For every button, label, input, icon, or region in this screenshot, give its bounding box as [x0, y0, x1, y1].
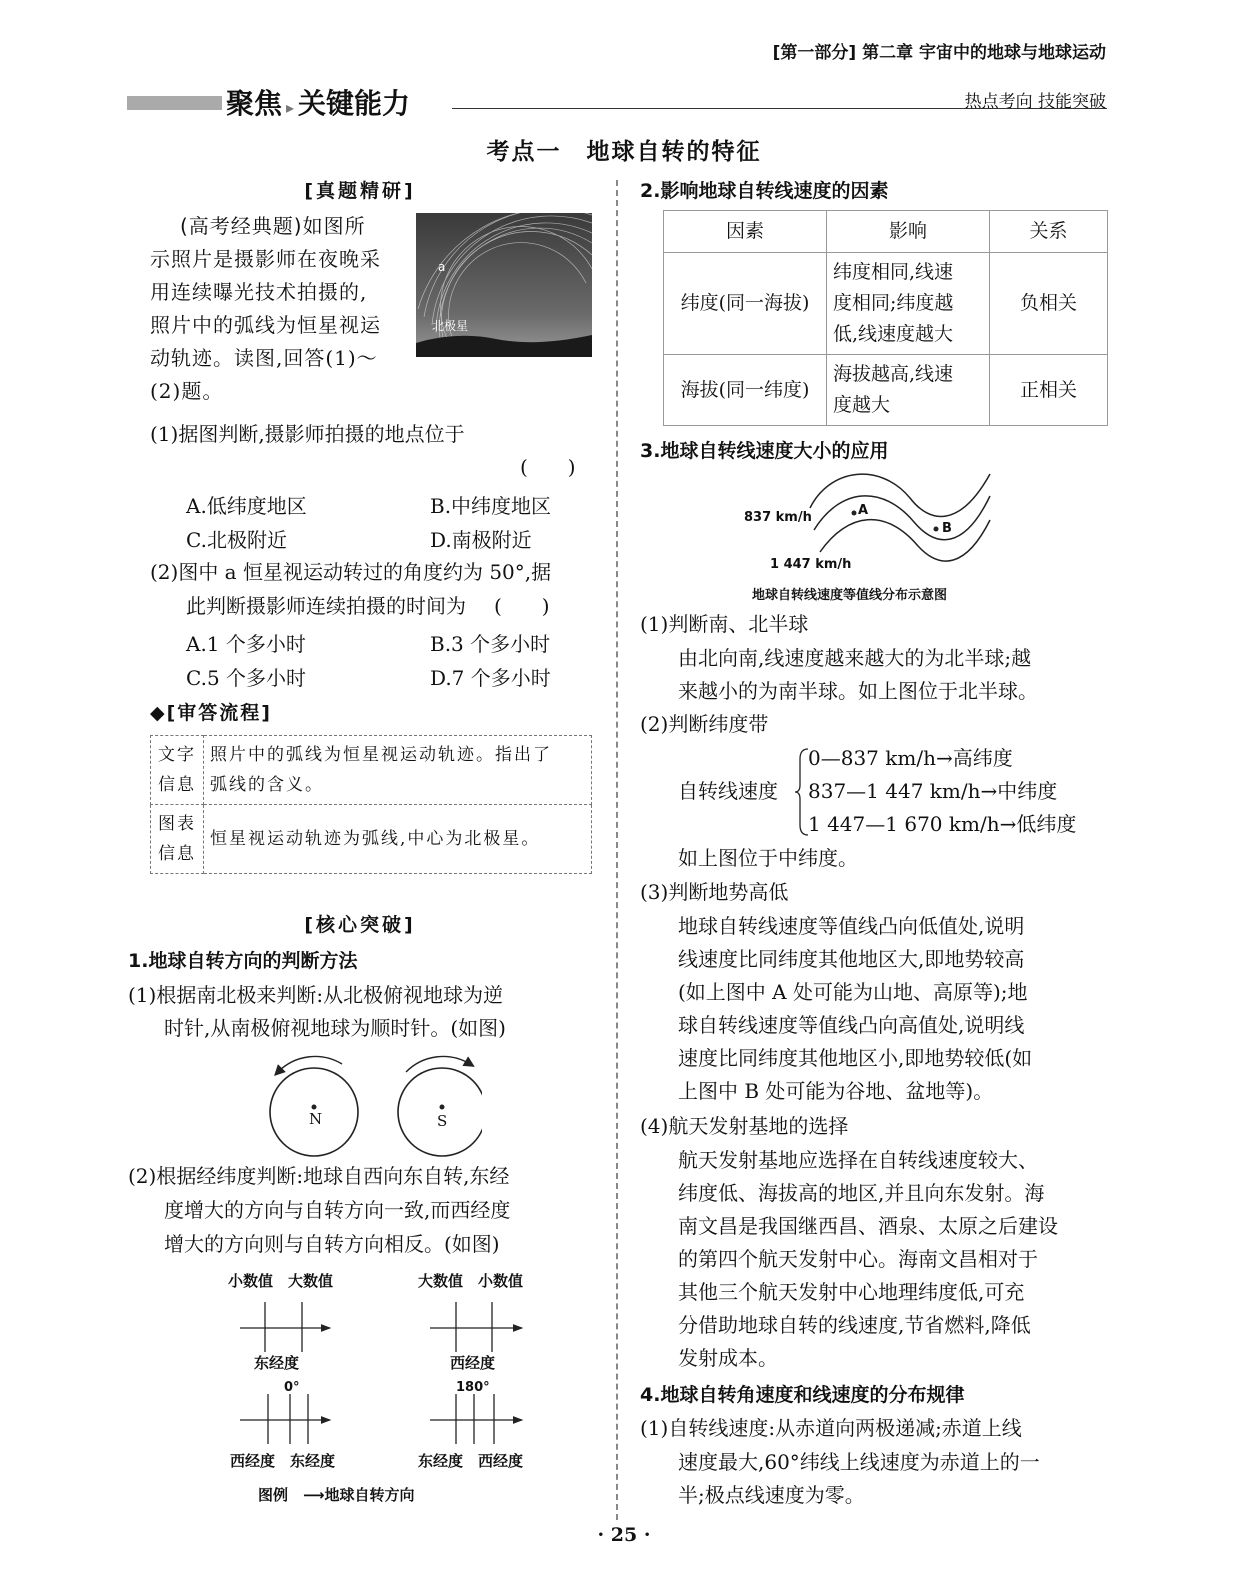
s5-line2: 速度最大,60°纬线上线速度为赤道上的一: [678, 1450, 1040, 1474]
s3-body: 地球自转线速度等值线凸向低值处,说明 线速度比同纬度其他地区大,即地势较高 (如上图中 A 处可能为山地、高原等);地 球自转线速度等值线凸向高值处,说明线 速度比同纬度其他地区小,即地势较低(如 上图中 B 处可能为谷地、盆地等)。: [678, 914, 1033, 1103]
table-header: 影响: [827, 211, 990, 253]
question-source: (高考经典题): [180, 214, 303, 238]
intro-line: 照片中的弧线为恒星视运: [150, 313, 381, 337]
s5-line3: 半;极点线速度为零。: [678, 1483, 865, 1507]
p1-line1: (1)根据南北极来判断:从北极俯视地球为逆: [128, 983, 504, 1007]
isoline-point-b: B: [942, 521, 952, 536]
diagram-legend: 图例 ⟶地球自转方向: [258, 1486, 415, 1504]
diagram1-bottom: 东经度: [254, 1354, 300, 1372]
diagram2-top: 大数值 小数值: [418, 1272, 524, 1290]
s1-body-line2: 来越小的为南半球。如上图位于北半球。: [678, 679, 1038, 703]
s4-title: (4)航天发射基地的选择: [640, 1114, 849, 1138]
heading-4: 4.地球自转角速度和线速度的分布规律: [640, 1384, 965, 1406]
isoline-label-1447: 1 447 km/h: [770, 557, 852, 572]
intro-line: 动轨迹。读图,回答(1)～: [150, 346, 378, 370]
q1-option-d: D.南极附近: [430, 528, 532, 552]
q2-option-c: C.5 个多小时: [186, 666, 307, 690]
sdlc-key: 文字 信息: [151, 736, 204, 805]
table-header: 关系: [990, 211, 1108, 253]
q1-stem: (1)据图判断,摄影师拍摄的地点位于: [150, 422, 465, 446]
s2-item-high: 0—837 km/h→高纬度: [808, 746, 1013, 770]
q1-option-b: B.中纬度地区: [430, 494, 552, 518]
p1-line2: 时针,从南极俯视地球为顺时针。(如图): [164, 1016, 506, 1040]
p2-line3: 增大的方向则与自转方向相反。(如图): [164, 1232, 500, 1256]
q2-option-d: D.7 个多小时: [430, 666, 551, 690]
banner-left: 聚焦: [226, 87, 283, 120]
q2-stem-line1: (2)图中 a 恒星视运动转过的角度约为 50°,据: [150, 560, 552, 584]
s4-body: 航天发射基地应选择在自转线速度较大、 纬度低、海拔高的地区,并且向东发射。海 南文昌是我国继西昌、酒泉、太原之后建设 的第四个航天发射中心。海南文昌相对于 其他三个航天发射中心地理纬度低,可充 分借助地球自转的线速度,节省燃料,降低 发射成本。: [678, 1148, 1058, 1370]
q2-option-a: A.1 个多小时: [186, 632, 306, 656]
diagram2-bottom: 西经度: [450, 1354, 496, 1372]
p2-line2: 度增大的方向与自转方向一致,而西经度: [164, 1198, 511, 1222]
q2-option-b: B.3 个多小时: [430, 632, 551, 656]
page-number: · 25 ·: [597, 1524, 651, 1546]
table-cell: 纬度相同,线速 度相同;纬度越 低,线速度越大: [827, 253, 990, 355]
table-cell: 海拔越高,线速 度越大: [827, 355, 990, 426]
s3-title: (3)判断地势高低: [640, 880, 789, 904]
s2-item-mid: 837—1 447 km/h→中纬度: [808, 779, 1058, 803]
banner-arrow: ▸: [286, 98, 295, 117]
s2-tail: 如上图位于中纬度。: [678, 846, 858, 870]
banner-tag: 热点考向 技能突破: [964, 92, 1106, 112]
banner-bar: [127, 96, 222, 110]
question-intro: [150, 210, 405, 408]
sdlc-row: [151, 805, 592, 874]
table-cell: 纬度(同一海拔): [664, 253, 827, 355]
star-trail-photo: [416, 213, 592, 357]
banner-right: 关键能力: [298, 87, 411, 120]
pole-rotation-diagram: [262, 1050, 482, 1160]
q2-paren: ( ): [494, 594, 550, 618]
hexin-heading: [核心突破]: [304, 914, 416, 936]
sdlc-row: [151, 736, 592, 805]
s5-line1: (1)自转线速度:从赤道向两极递减;赤道上线: [640, 1416, 1022, 1440]
sdlc-value: 恒星视运动轨迹为弧线,中心为北极星。: [204, 805, 592, 874]
diagram3-top: 0°: [284, 1380, 300, 1395]
diagram4-bottom: 东经度 西经度: [418, 1452, 524, 1470]
q1-option-c: C.北极附近: [186, 528, 287, 552]
table-cell: 海拔(同一纬度): [664, 355, 827, 426]
diagram3-bottom: 西经度 东经度: [230, 1452, 336, 1470]
banner-title: [226, 82, 410, 122]
q1-option-a: A.低纬度地区: [186, 494, 307, 518]
table-header-row: [664, 211, 1108, 253]
sdlc-heading: ◆[审答流程]: [150, 702, 272, 724]
isoline-label-837: 837 km/h: [744, 510, 812, 525]
zhenti-heading: [真题精研]: [304, 180, 416, 202]
diagram1-top: 小数值 大数值: [228, 1272, 334, 1290]
heading-1: 1.地球自转方向的判断方法: [128, 950, 358, 972]
table-cell: 正相关: [990, 355, 1108, 426]
p2-line1: (2)根据经纬度判断:地球自西向东自转,东经: [128, 1164, 510, 1188]
s1-title: (1)判断南、北半球: [640, 612, 809, 636]
section-title: 考点一 地球自转的特征: [486, 139, 762, 165]
photo-label-a: a: [438, 260, 446, 274]
table-cell: 负相关: [990, 253, 1108, 355]
isoline-caption: 地球自转线速度等值线分布示意图: [752, 588, 948, 603]
intro-line: 如图所: [302, 214, 366, 238]
intro-line: (2)题。: [150, 379, 224, 403]
table-header: 因素: [664, 211, 827, 253]
s2-item-low: 1 447—1 670 km/h→低纬度: [808, 812, 1077, 836]
table-row: [664, 253, 1108, 355]
chapter-header: [第一部分] 第二章 宇宙中的地球与地球运动: [772, 43, 1106, 63]
s2-label: 自转线速度: [678, 779, 778, 803]
pole-s-label: S: [437, 1112, 448, 1130]
table-row: [664, 355, 1108, 426]
column-divider: [616, 180, 618, 1520]
heading-2: 2.影响地球自转线速度的因素: [640, 180, 889, 202]
diagram4-top: 180°: [456, 1380, 490, 1395]
pole-n-label: N: [309, 1110, 323, 1128]
intro-line: 示照片是摄影师在夜晚采: [150, 247, 381, 271]
intro-line: 用连续曝光技术拍摄的,: [150, 280, 368, 304]
heading-3: 3.地球自转线速度大小的应用: [640, 440, 889, 462]
s2-title: (2)判断纬度带: [640, 712, 769, 736]
q1-paren: ( ): [520, 455, 576, 479]
sdlc-table: [150, 735, 592, 874]
sdlc-key: 图表 信息: [151, 805, 204, 874]
factors-table: [663, 210, 1108, 426]
isoline-point-a: A: [858, 503, 869, 518]
s1-body-line1: 由北向南,线速度越来越大的为北半球;越: [678, 646, 1032, 670]
q2-stem-line2: 此判断摄影师连续拍摄的时间为: [186, 594, 466, 618]
photo-label-polaris: 北极星: [432, 319, 469, 333]
sdlc-value: 照片中的弧线为恒星视运动轨迹。指出了 弧线的含义。: [204, 736, 592, 805]
